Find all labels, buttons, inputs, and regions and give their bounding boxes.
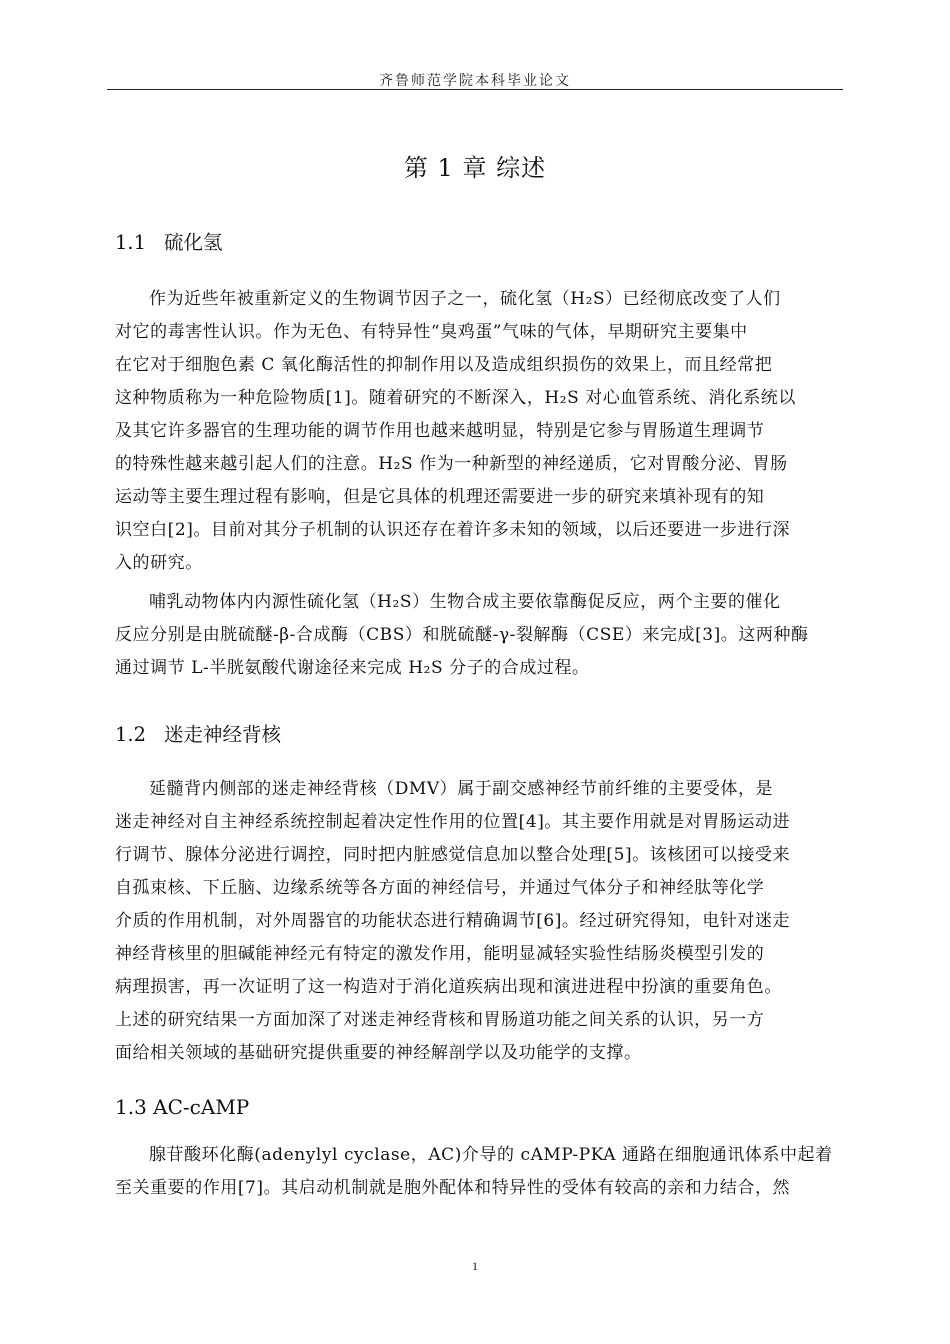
- section-number: 1.2: [115, 723, 147, 746]
- paragraph-line: 在它对于细胞色素 C 氧化酶活性的抑制作用以及造成组织损伤的效果上，而且经常把: [115, 355, 773, 375]
- paragraph-line: 面给相关领域的基础研究提供重要的神经解剖学以及功能学的支撑。: [115, 1043, 642, 1063]
- paragraph-line: 作为近些年被重新定义的生物调节因子之一，硫化氢（H₂S）已经彻底改变了人们: [149, 289, 781, 309]
- paragraph-line: 自孤束核、下丘脑、边缘系统等各方面的神经信号，并通过气体分子和神经肽等化学: [115, 878, 765, 898]
- paragraph-line: 延髓背内侧部的迷走神经背核（DMV）属于副交感神经节前纤维的主要受体，是: [149, 779, 774, 799]
- section-title: 硫化氢: [164, 231, 223, 254]
- section-title: AC-cAMP: [153, 1095, 250, 1119]
- section-heading-1-1: [115, 227, 223, 255]
- paragraph-line: 哺乳动物体内内源性硫化氢（H₂S）生物合成主要依靠酶促反应，两个主要的催化: [149, 592, 781, 612]
- section-heading-1-2: [115, 719, 281, 747]
- paragraph-line: 识空白[2]。目前对其分子机制的认识还存在着许多未知的领域，以后还要进一步进行深: [115, 520, 791, 540]
- paragraph-line: 至关重要的作用[7]。其启动机制就是胞外配体和特异性的受体有较高的亲和力结合，然: [115, 1178, 791, 1198]
- paragraph-line: 病理损害，再一次证明了这一构造对于消化道疾病出现和演进进程中扮演的重要角色。: [115, 977, 782, 997]
- paragraph-dmv: [115, 773, 839, 1070]
- paragraph-line: 神经背核里的胆碱能神经元有特定的激发作用，能明显减轻实验性结肠炎模型引发的: [115, 944, 765, 964]
- chapter-title: 第 1 章 综述: [403, 154, 547, 182]
- paragraph-line: 运动等主要生理过程有影响，但是它具体的机理还需要进一步的研究来填补现有的知: [115, 487, 765, 507]
- header-rule: [107, 89, 843, 90]
- paragraph-line: 通过调节 L-半胱氨酸代谢途径来完成 H₂S 分子的合成过程。: [115, 658, 590, 678]
- paragraph-line: 这种物质称为一种危险物质[1]。随着研究的不断深入，H₂S 对心血管系统、消化系统以: [115, 388, 796, 408]
- paragraph-h2s-intro: [115, 283, 839, 580]
- section-title: 迷走神经背核: [164, 723, 282, 746]
- paragraph-line: 入的研究。: [115, 553, 203, 573]
- paragraph-line: 迷走神经对自主神经系统控制起着决定性作用的位置[4]。其主要作用就是对胃肠运动进: [115, 812, 791, 832]
- page-number: 1: [472, 1259, 478, 1273]
- paragraph-line: 对它的毒害性认识。作为无色、有特异性“臭鸡蛋”气味的气体，早期研究主要集中: [115, 322, 748, 342]
- paragraph-line: 的特殊性越来越引起人们的注意。H₂S 作为一种新型的神经递质，它对胃酸分泌、胃肠: [115, 454, 788, 474]
- paragraph-h2s-synthesis: [115, 586, 839, 685]
- paragraph-line: 腺苷酸环化酶(adenylyl cyclase，AC)介导的 cAMP-PKA 通路在细胞通讯体系中起着: [149, 1145, 833, 1165]
- paragraph-ac-camp: [115, 1139, 839, 1205]
- section-heading-1-3: [115, 1095, 249, 1119]
- section-number: 1.1: [115, 231, 147, 254]
- paragraph-line: 及其它许多器官的生理功能的调节作用也越来越明显，特别是它参与胃肠道生理调节: [115, 421, 765, 441]
- paragraph-line: 上述的研究结果一方面加深了对迷走神经背核和胃肠道功能之间关系的认识，另一方: [115, 1010, 765, 1030]
- paragraph-line: 行调节、腺体分泌进行调控，同时把内脏感觉信息加以整合处理[5]。该核团可以接受来: [115, 845, 791, 865]
- paragraph-line: 介质的作用机制，对外周器官的功能状态进行精确调节[6]。经过研究得知，电针对迷走: [115, 911, 791, 931]
- section-number: 1.3: [115, 1095, 147, 1119]
- page-header: 齐鲁师范学院本科毕业论文: [379, 73, 571, 89]
- paragraph-line: 反应分别是由胱硫醚-β-合成酶（CBS）和胱硫醚-γ-裂解酶（CSE）来完成[3]。这两种酶: [115, 625, 809, 645]
